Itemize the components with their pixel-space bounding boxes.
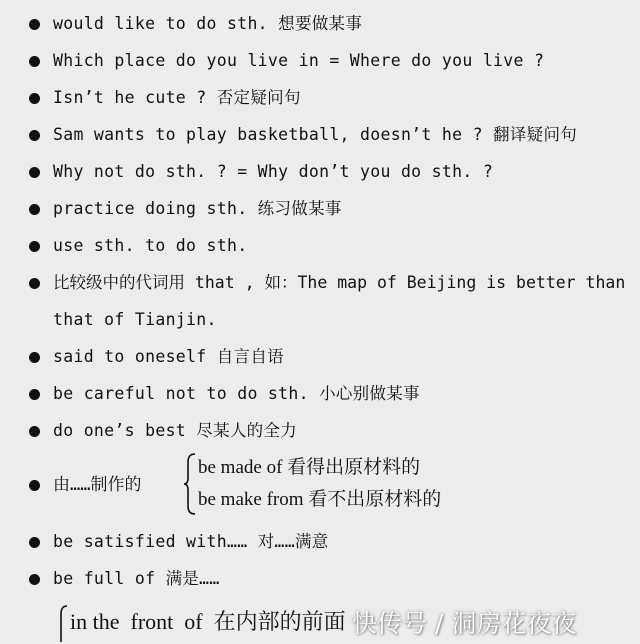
bullet-icon: [29, 389, 40, 400]
bullet-icon: [29, 352, 40, 363]
list-item-text: would like to do sth. 想要做某事: [53, 14, 363, 33]
list-item-text: practice doing sth. 练习做某事: [53, 199, 342, 218]
front-option-1: in the front of 在内部的前面: [70, 609, 346, 634]
made-option-1: be made of 看得出原材料的: [198, 457, 421, 478]
list-item: [0, 154, 640, 191]
brace-icon: [183, 452, 197, 516]
bullet-icon: [29, 130, 40, 141]
list-item-text: Isn’t he cute ? 否定疑问句: [53, 88, 301, 107]
brace-icon: [55, 604, 69, 644]
bullet-icon: [29, 56, 40, 67]
list-item: [0, 191, 640, 228]
list-item-continuation: that of Tianjin.: [53, 310, 217, 329]
bullet-icon: [29, 480, 40, 491]
list-item-text: Sam wants to play basketball, doesn’t he ? 翻译疑问句: [53, 125, 578, 144]
list-item: [0, 561, 640, 598]
bullet-icon: [29, 19, 40, 30]
list-item: [0, 376, 640, 413]
watermark: 快传号 / 洞房花夜夜: [352, 609, 577, 638]
list-item-text: Why not do sth. ? = Why don’t you do sth. ?: [53, 162, 494, 181]
list-item: [0, 413, 640, 450]
list-item-text: be careful not to do sth. 小心别做某事: [53, 384, 420, 403]
list-item: [0, 117, 640, 154]
list-item-text: Which place do you live in = Where do you live ?: [53, 51, 545, 70]
list-item: [0, 339, 640, 376]
bullet-icon: [29, 241, 40, 252]
list-item: [0, 524, 640, 561]
list-item-text: use sth. to do sth.: [53, 236, 248, 255]
list-item-text: said to oneself 自言自语: [53, 347, 284, 366]
bullet-icon: [29, 574, 40, 585]
list-item: [0, 6, 640, 43]
bullet-icon: [29, 537, 40, 548]
bullet-icon: [29, 167, 40, 178]
bullet-icon: [29, 426, 40, 437]
list-item: [0, 43, 640, 80]
list-item-text: be full of 满是……: [53, 569, 220, 588]
list-item-text: 比较级中的代词用 that , 如：The map of Beijing is better than: [53, 273, 626, 292]
list-item-text: be satisfied with…… 对……满意: [53, 532, 329, 551]
bullet-icon: [29, 204, 40, 215]
bullet-icon: [29, 93, 40, 104]
list-item: [0, 265, 640, 302]
list-item: [0, 228, 640, 265]
list-item-text: do one’s best 尽某人的全力: [53, 421, 298, 440]
made-label: 由……制作的: [53, 475, 142, 495]
made-option-2: be make from 看不出原材料的: [198, 489, 442, 510]
list-item: [0, 80, 640, 117]
bullet-icon: [29, 278, 40, 289]
